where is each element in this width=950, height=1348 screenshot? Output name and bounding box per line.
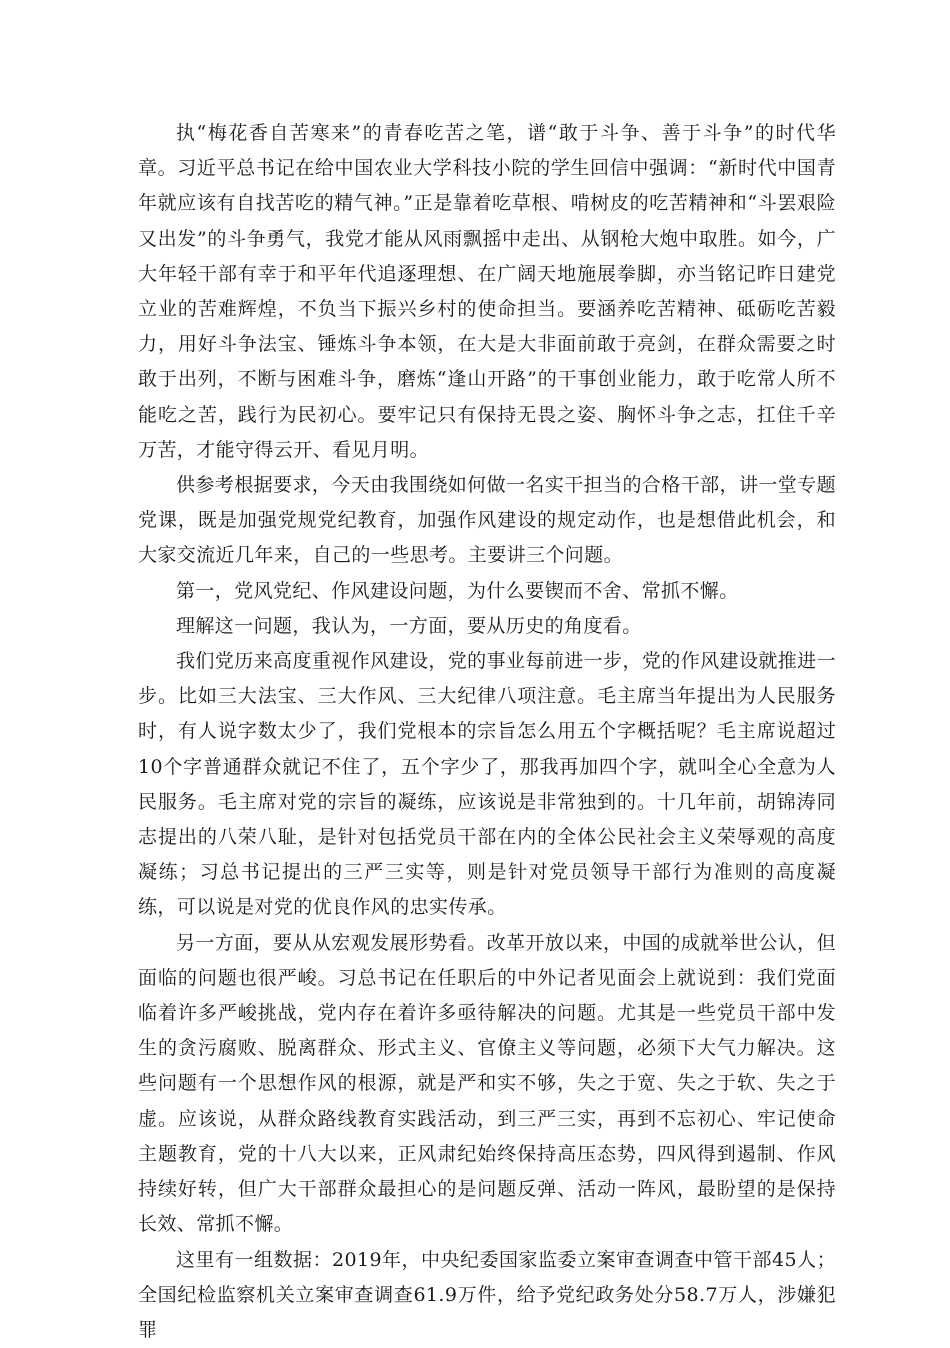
paragraph: 我们党历来高度重视作风建设，党的事业每前进一步，党的作风建设就推进一步。比如三大法宝、三大作风、三大纪律八项注意。毛主席当年提出为人民服务时，有人说字数太少了，我们党根本的宗旨怎么用五个字概括呢？毛主席说超过10个字普通群众就记不住了，五个字少了，那我再加四个字，就叫全心全意为人民服务。毛主席对党的宗旨的凝练，应该说是非常独到的。十几年前，胡锦涛同志提出的八荣八耻，是针对包括党员干部在内的全体公民社会主义荣辱观的高度凝练；习总书记提出的三严三实等，则是针对党员领导干部行为准则的高度凝练，可以说是对党的优良作风的忠实传承。 xyxy=(138,644,836,926)
paragraph: 这里有一组数据：2019年，中央纪委国家监委立案审查调查中管干部45人；全国纪检监察机关立案审查调查61.9万件，给予党纪政务处分58.7万人，涉嫌犯罪 xyxy=(138,1243,836,1348)
paragraph: 执“梅花香自苦寒来”的青春吃苦之笔，谱“敢于斗争、善于斗争”的时代华章。习近平总书记在给中国农业大学科技小院的学生回信中强调：“新时代中国青年就应该有自找苦吃的精气神。”正是靠着吃草根、啃树皮的吃苦精神和“斗罢艰险又出发”的斗争勇气，我党才能从风雨飘摇中走出、从钢枪大炮中取胜。如今，广大年轻干部有幸于和平年代追逐理想、在广阔天地施展拳脚，亦当铭记昨日建党立业的苦难辉煌，不负当下振兴乡村的使命担当。要涵养吃苦精神、砥砺吃苦毅力，用好斗争法宝、锤炼斗争本领，在大是大非面前敢于亮剑，在群众需要之时敢于出列，不断与困难斗争，磨炼“逢山开路”的干事创业能力，敢于吃常人所不能吃之苦，践行为民初心。要牢记只有保持无畏之姿、胸怀斗争之志，扛住千辛万苦，才能守得云开、看见月明。 xyxy=(138,116,836,468)
document-body xyxy=(138,116,836,1348)
paragraph: 另一方面，要从从宏观发展形势看。改革开放以来，中国的成就举世公认，但面临的问题也很严峻。习总书记在任职后的中外记者见面会上就说到：我们党面临着许多严峻挑战，党内存在着许多亟待解决的问题。尤其是一些党员干部中发生的贪污腐败、脱离群众、形式主义、官僚主义等问题，必须下大气力解决。这些问题有一个思想作风的根源，就是严和实不够，失之于宽、失之于软、失之于虚。应该说，从群众路线教育实践活动，到三严三实，再到不忘初心、牢记使命主题教育，党的十八大以来，正风肃纪始终保持高压态势，四风得到遏制、作风持续好转，但广大干部群众最担心的是问题反弹、活动一阵风，最盼望的是保持长效、常抓不懈。 xyxy=(138,926,836,1243)
paragraph: 理解这一问题，我认为，一方面，要从历史的角度看。 xyxy=(138,609,836,644)
paragraph: 供参考根据要求，今天由我围绕如何做一名实干担当的合格干部，讲一堂专题党课，既是加强党规党纪教育，加强作风建设的规定动作，也是想借此机会，和大家交流近几年来，自己的一些思考。主要讲三个问题。 xyxy=(138,468,836,574)
paragraph: 第一，党风党纪、作风建设问题，为什么要锲而不舍、常抓不懈。 xyxy=(138,574,836,609)
